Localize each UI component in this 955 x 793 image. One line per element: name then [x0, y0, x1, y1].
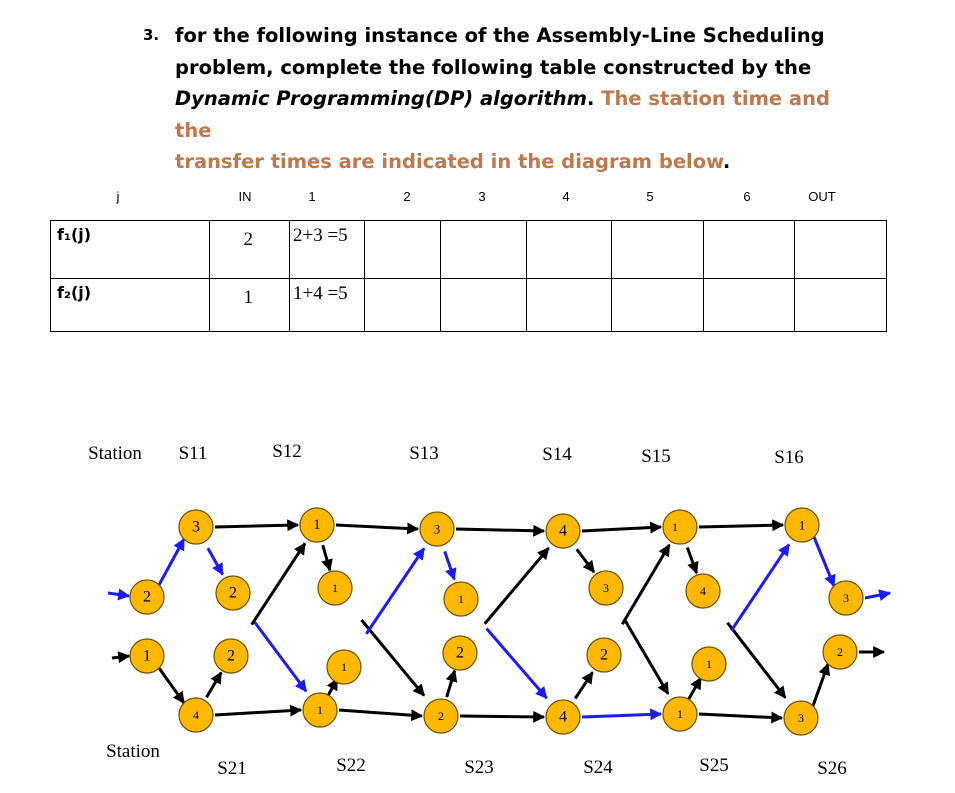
transfer-1to2-node-1: [216, 576, 250, 610]
label-s25: S25: [699, 755, 729, 776]
transfer12-5-to-s26: [728, 623, 786, 698]
line2-s21-to-s22: [215, 710, 301, 715]
svg-text:1: 1: [458, 592, 464, 606]
svg-text:2: 2: [229, 584, 237, 602]
label-s16: S16: [774, 447, 804, 468]
svg-text:1: 1: [706, 657, 712, 671]
line1-s12-to-s13: [336, 525, 418, 529]
svg-text:4: 4: [559, 708, 567, 726]
svg-text:2: 2: [143, 588, 151, 606]
row-label-f1: f₁(j): [51, 221, 210, 279]
svg-text:3: 3: [603, 581, 609, 595]
svg-text:2: 2: [600, 646, 608, 664]
svg-text:1: 1: [317, 703, 323, 717]
svg-text:4: 4: [559, 522, 567, 540]
s16-to-exit1: [814, 537, 834, 586]
entry2-to-s21: [159, 668, 184, 703]
station-s22: [303, 693, 337, 727]
label-s14: S14: [542, 444, 572, 465]
station-s21: [179, 698, 213, 732]
transfer12-1-to-s22: [255, 622, 306, 691]
station-s16: [785, 508, 819, 542]
transfer-1to2-node-3: [444, 582, 478, 616]
transfer21-1-to-s12: [252, 543, 305, 624]
svg-text:3: 3: [192, 518, 200, 536]
transfer21-2-to-s13: [366, 548, 424, 634]
exit-node-line2: [823, 635, 857, 669]
station-s14: [546, 514, 580, 548]
transfer21-5-to-s16: [731, 544, 789, 630]
transfer-1to2-node-5: [686, 574, 720, 608]
station-s23: [424, 699, 458, 733]
s15-to-transfer12-5: [687, 547, 696, 573]
line1-s15-to-s16: [699, 525, 783, 527]
instruction-highlight: The station time and the: [175, 87, 830, 142]
label-s12: S12: [272, 441, 302, 462]
station-label-top: Station: [88, 443, 142, 464]
header-out: OUT: [808, 189, 836, 204]
header-col-2: 2: [403, 189, 411, 204]
station-s26: [784, 701, 818, 735]
svg-text:3: 3: [433, 521, 441, 537]
label-s15: S15: [641, 446, 671, 467]
svg-text:2: 2: [837, 645, 843, 659]
label-s22: S22: [336, 755, 366, 776]
s11-to-transfer12-1: [208, 548, 223, 574]
label-s11: S11: [178, 443, 208, 464]
station-s15: [663, 510, 697, 544]
svg-text:2: 2: [227, 647, 235, 665]
svg-text:4: 4: [700, 584, 706, 598]
svg-text:2: 2: [438, 709, 444, 723]
cell-f1-in: 2: [210, 221, 290, 279]
row-label-f2: f₂(j): [51, 279, 210, 332]
station-s24: [546, 700, 580, 734]
transfer12-2-to-s23: [362, 620, 425, 696]
transfer12-3-to-s24: [487, 629, 547, 699]
question-line-2: problem, complete the following table constructed by the: [175, 55, 812, 79]
s14-to-transfer12-4: [577, 549, 594, 572]
transfer12-4-to-s25: [625, 620, 669, 694]
s25-to-transfer21-5: [689, 678, 701, 699]
question-line-1: for the following instance of the Assembly-Line Scheduling: [175, 24, 825, 47]
entry-arrow-line2: [112, 656, 129, 658]
exit-arrow-line1: [865, 593, 890, 598]
transfer21-4-to-s15: [622, 545, 669, 624]
header-col-4: 4: [562, 189, 570, 204]
station-s12: [300, 508, 334, 542]
transfer-2to1-node-4: [587, 638, 621, 672]
diagram-edges: [108, 522, 890, 718]
svg-text:3: 3: [843, 591, 849, 605]
question-number: 3.: [143, 26, 160, 44]
header-in: IN: [238, 189, 252, 204]
dp-algorithm-name: Dynamic Programming(DP) algorithm: [175, 87, 588, 110]
header-col-6: 6: [743, 189, 751, 204]
svg-text:3: 3: [798, 711, 804, 725]
svg-text:1: 1: [341, 660, 347, 674]
label-s13: S13: [409, 443, 439, 464]
exit-node-line1: [829, 581, 863, 615]
s13-to-transfer12-3: [445, 551, 455, 579]
svg-text:1: 1: [798, 517, 806, 533]
station-label-bottom: Station: [106, 741, 160, 762]
entry1-to-s11: [159, 539, 184, 585]
transfer21-3-to-s14: [485, 548, 549, 624]
header-col-5: 5: [646, 189, 654, 204]
line1-s11-to-s12: [215, 525, 298, 527]
header-col-1: 1: [308, 189, 316, 204]
line1-s14-to-s15: [582, 527, 661, 531]
label-s23: S23: [464, 757, 494, 778]
label-s21: S21: [217, 758, 247, 779]
entry-node-line1: [130, 580, 164, 614]
instruction-highlight-2: transfer times are indicated in the diagram below: [175, 150, 723, 173]
cell-f1-1: 2+3 =5: [290, 221, 365, 279]
svg-text:1: 1: [313, 517, 321, 533]
header-col-3: 3: [478, 189, 486, 204]
label-s24: S24: [583, 757, 613, 778]
transfer-1to2-node-2: [318, 571, 352, 605]
transfer-2to1-node-5: [692, 647, 726, 681]
s26-to-exit2: [813, 664, 828, 706]
line2-s23-to-s24: [460, 716, 544, 717]
label-s26: S26: [817, 758, 847, 779]
s24-to-transfer21-4: [575, 672, 592, 698]
transfer-2to1-node-3: [443, 636, 477, 670]
svg-text:1: 1: [672, 520, 678, 534]
cell-f2-in: 1: [210, 279, 290, 332]
line2-s25-to-s26: [699, 714, 782, 718]
transfer-1to2-node-4: [589, 571, 623, 605]
line2-s24-to-s25: [582, 714, 661, 717]
station-s25: [663, 697, 697, 731]
svg-text:2: 2: [456, 644, 464, 662]
svg-text:4: 4: [193, 708, 199, 722]
question-line-4: transfer times are indicated in the diagram below.: [175, 150, 731, 173]
diagram-nodes: [130, 508, 863, 735]
s21-to-transfer21-1: [207, 673, 222, 698]
svg-text:1: 1: [677, 707, 683, 721]
cell-f2-1: 1+4 =5: [290, 279, 365, 332]
station-s11: [179, 510, 213, 544]
station-s13: [420, 512, 454, 546]
transfer-2to1-node-1: [214, 639, 248, 673]
line1-s13-to-s14: [456, 529, 544, 531]
s12-to-transfer12-2: [323, 545, 330, 570]
transfer-2to1-node-2: [327, 650, 361, 684]
header-j: j: [116, 189, 120, 204]
s23-to-transfer21-3: [447, 671, 455, 697]
svg-text:1: 1: [332, 581, 338, 595]
line2-s22-to-s23: [339, 710, 422, 716]
svg-text:1: 1: [143, 647, 151, 665]
entry-arrow-line1: [108, 593, 129, 596]
entry-node-line2: [130, 639, 164, 673]
question-line-3: Dynamic Programming(DP) algorithm. The station time and the: [175, 87, 830, 142]
